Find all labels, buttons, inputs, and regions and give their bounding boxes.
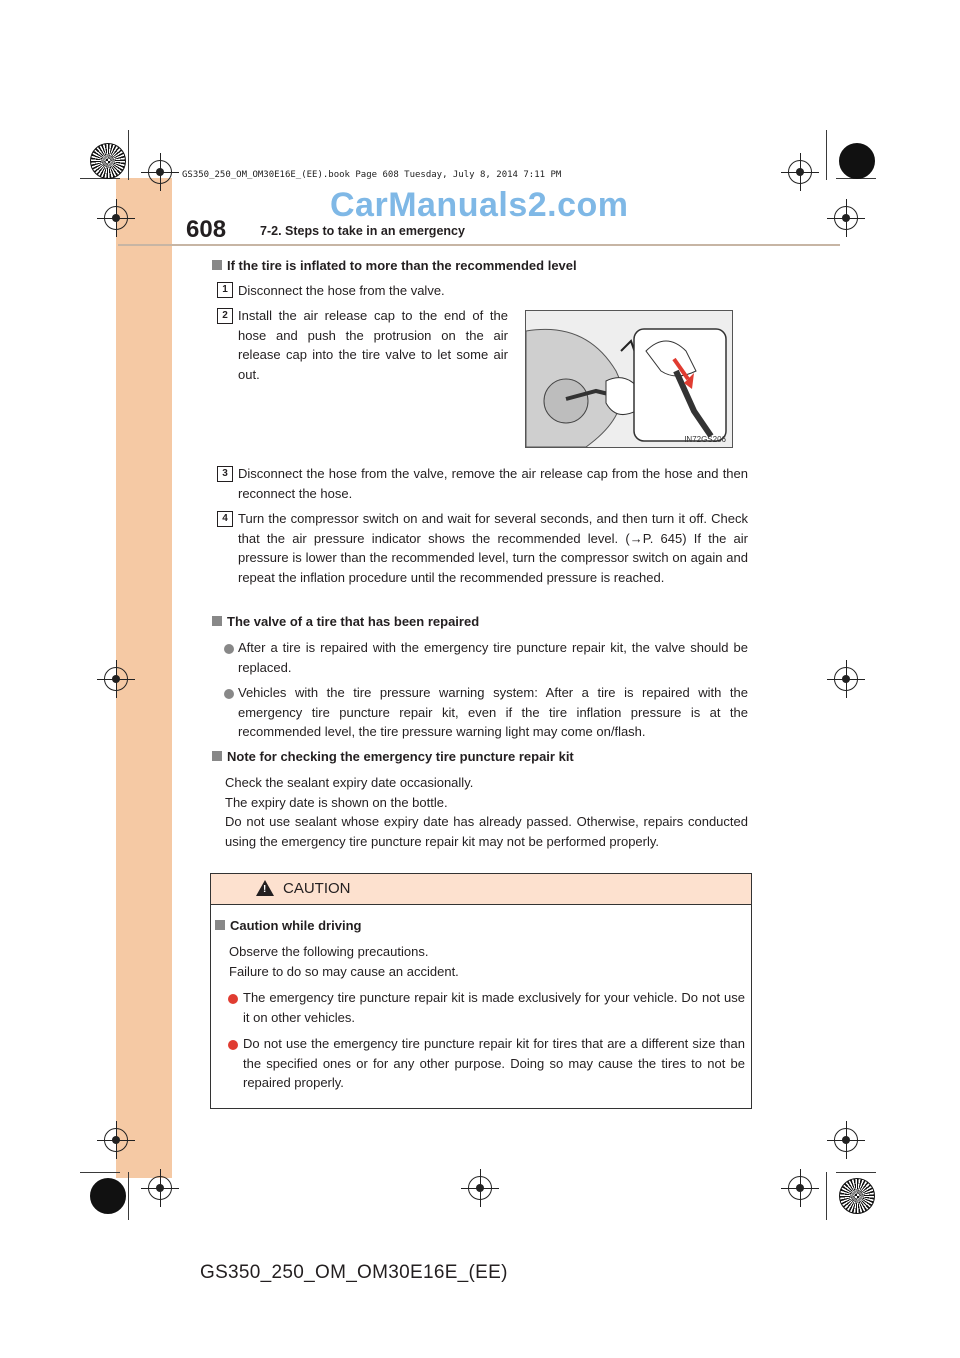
note-line: The expiry date is shown on the bottle. <box>225 794 448 810</box>
step-text: Disconnect the hose from the valve, remove the air release cap from the hose and then reconnect the hose. <box>238 466 748 501</box>
caution-intro-line: Observe the following precautions. <box>229 944 429 959</box>
red-bullet-icon <box>228 994 238 1004</box>
caution-intro-line: Failure to do so may cause an accident. <box>229 963 459 979</box>
crop-mark <box>128 1172 129 1220</box>
caution-bullet-text: The emergency tire puncture repair kit is made exclusively for your vehicle. Do not use it on other vehicles. <box>243 990 745 1025</box>
section-title: 7-2. Steps to take in an emergency <box>260 224 465 238</box>
crop-mark <box>128 130 129 180</box>
registration-crosshair-icon <box>148 1176 172 1200</box>
subheading-valve: The valve of a tire that has been repaired <box>212 614 479 629</box>
footer-model-code: GS350_250_OM_OM30E16E_(EE) <box>200 1262 508 1283</box>
registration-crosshair-icon <box>104 206 128 230</box>
square-bullet-icon <box>215 920 225 930</box>
page-number: 608 <box>186 216 227 243</box>
registration-crosshair-icon <box>788 1176 812 1200</box>
caution-bullet-text: Do not use the emergency tire puncture repair kit for tires that are a different size than the specified ones or for any other purpose. Doing so may cause the tires to not be repaired properly. <box>243 1036 745 1090</box>
tire-valve-illustration <box>526 311 732 447</box>
registration-crosshair-icon <box>834 667 858 691</box>
registration-dot-icon <box>90 1178 126 1214</box>
step-number: 4 <box>217 511 233 527</box>
step-number: 1 <box>217 282 233 298</box>
square-bullet-icon <box>212 616 222 626</box>
registration-star-icon <box>90 143 126 179</box>
crop-mark <box>826 130 827 180</box>
crop-mark <box>80 1172 120 1173</box>
step-number: 3 <box>217 466 233 482</box>
square-bullet-icon <box>212 751 222 761</box>
watermark-logo: CarManuals2.com <box>330 186 629 224</box>
registration-crosshair-icon <box>834 1128 858 1152</box>
registration-crosshair-icon <box>104 667 128 691</box>
caution-subheading: Caution while driving <box>215 918 361 933</box>
registration-crosshair-icon <box>104 1128 128 1152</box>
square-bullet-icon <box>212 260 222 270</box>
note-paragraph <box>225 773 748 851</box>
subheading-over-inflated: If the tire is inflated to more than the recommended level <box>212 258 577 273</box>
red-bullet-icon <box>228 1040 238 1050</box>
registration-crosshair-icon <box>788 160 812 184</box>
registration-crosshair-icon <box>468 1176 492 1200</box>
note-line: Do not use sealant whose expiry date has already passed. Otherwise, repairs conducted using the emergency tire puncture repair kit may not be performed properly. <box>225 814 748 849</box>
crop-mark <box>836 1172 876 1173</box>
caution-intro <box>229 942 739 981</box>
warning-triangle-icon: ! <box>256 880 274 896</box>
caution-title: CAUTION <box>283 880 351 897</box>
crop-mark <box>826 1172 827 1220</box>
registration-dot-icon <box>839 143 875 179</box>
bullet-text: After a tire is repaired with the emergency tire puncture repair kit, the valve should be replaced. <box>238 640 748 675</box>
caution-header <box>211 874 751 905</box>
round-bullet-icon <box>224 644 234 654</box>
illustration-air-release-cap <box>525 310 733 448</box>
book-info-line: GS350_250_OM_OM30E16E_(EE).book Page 608 Tuesday, July 8, 2014 7:11 PM <box>182 170 562 180</box>
note-line: Check the sealant expiry date occasionally. <box>225 775 474 790</box>
step-number: 2 <box>217 308 233 324</box>
header-rule <box>118 244 840 246</box>
round-bullet-icon <box>224 689 234 699</box>
crop-mark <box>80 178 120 179</box>
bullet-text: Vehicles with the tire pressure warning system: After a tire is repaired with the emergency tire puncture repair kit, even if the tire inflation pressure is at the recommended level, the tire pressure warning light may come on/flash. <box>238 685 748 739</box>
subheading-note: Note for checking the emergency tire puncture repair kit <box>212 749 574 764</box>
registration-crosshair-icon <box>834 206 858 230</box>
step-text: Turn the compressor switch on and wait for several seconds, and then turn it off. Check that the air pressure indicator shows the recommended level. (→P. 645) If the air pressure is lower than the recommended level, turn the compressor switch on again and repeat the inflation procedure until the recommended pressure is reached. <box>238 511 748 585</box>
step-text: Disconnect the hose from the valve. <box>238 283 445 298</box>
step-text: Install the air release cap to the end of the hose and push the protrusion on the air release cap into the tire valve to let some air out. <box>238 308 508 382</box>
registration-crosshair-icon <box>148 160 172 184</box>
caution-box <box>210 873 752 1109</box>
registration-star-icon <box>839 1178 875 1214</box>
figure-code: IN72GS206 <box>684 435 726 444</box>
